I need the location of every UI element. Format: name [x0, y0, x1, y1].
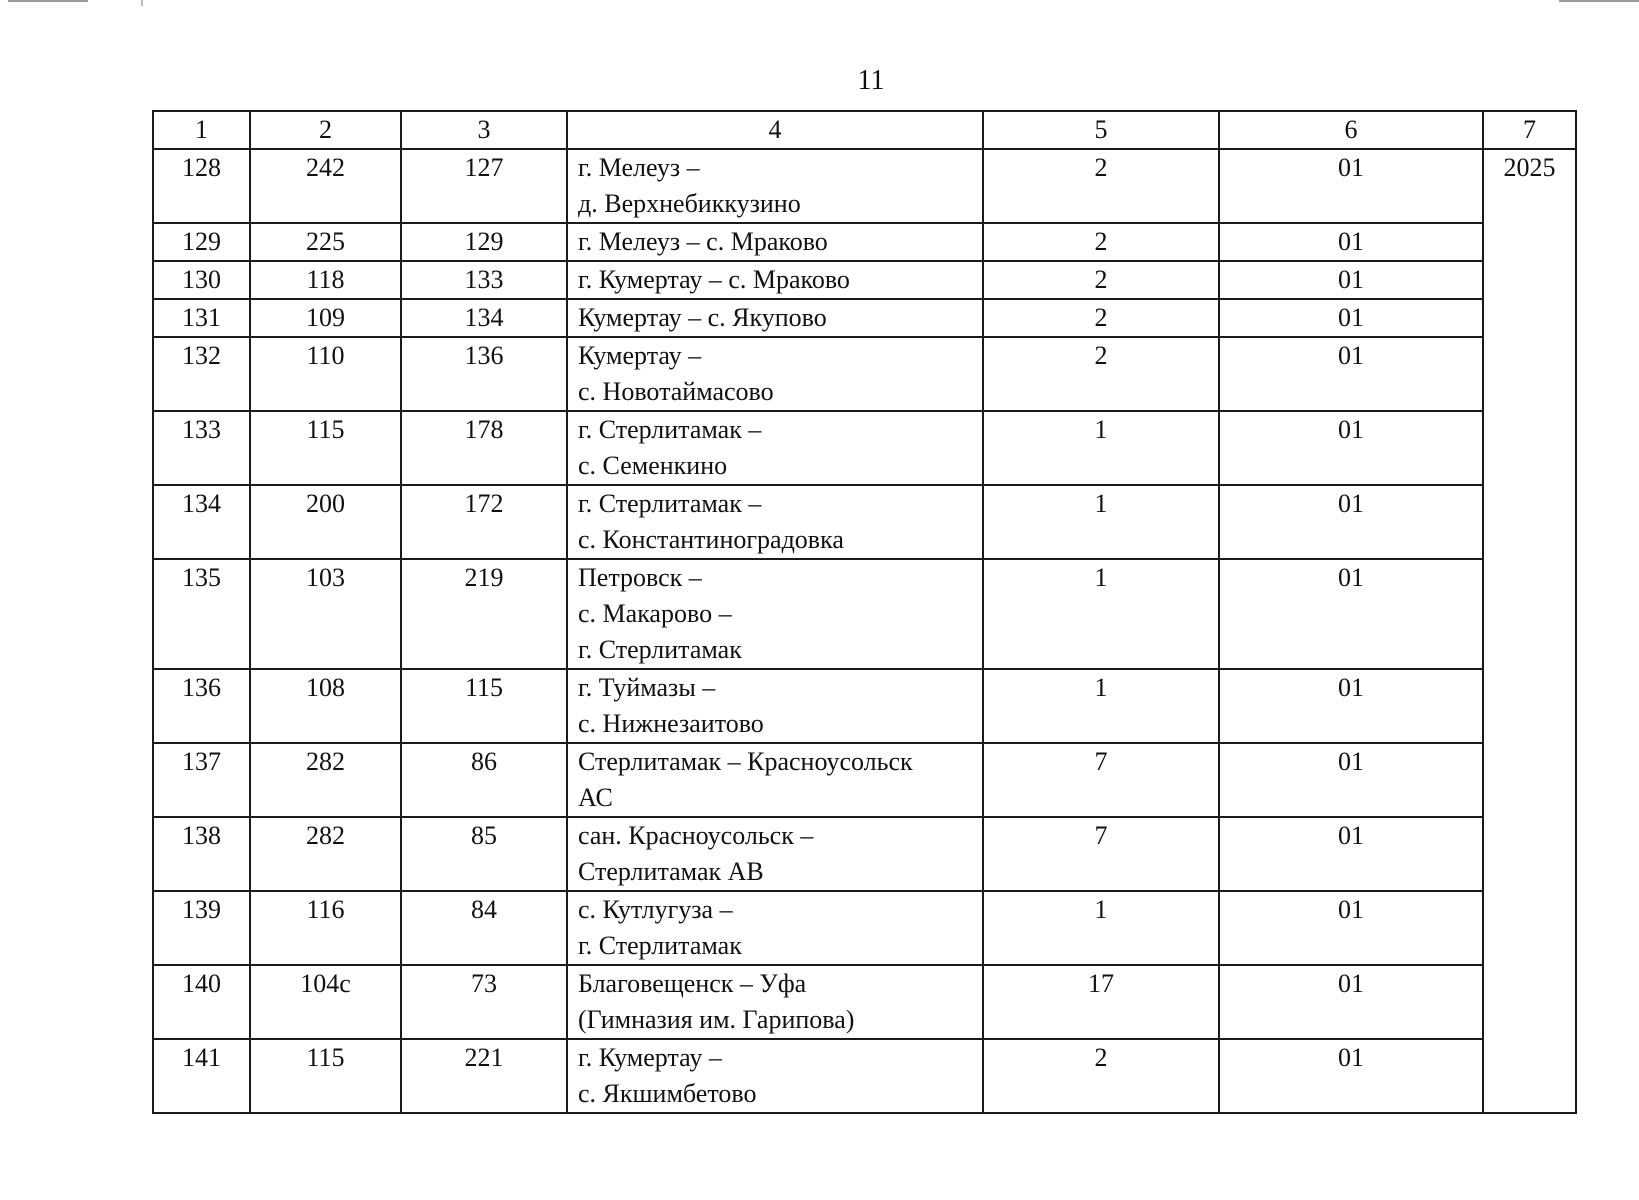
header-col-2: 2: [250, 111, 401, 149]
header-col-6: 6: [1219, 111, 1483, 149]
cell-route: [567, 1039, 983, 1113]
route-line: Кумертау –: [578, 341, 702, 370]
cell-col-5: 2: [983, 223, 1219, 261]
scan-mark-left: [8, 0, 88, 2]
cell-row-number: 140: [153, 965, 250, 1039]
cell-col-3: 178: [401, 411, 567, 485]
cell-col-3: 221: [401, 1039, 567, 1113]
cell-route: [567, 559, 983, 669]
cell-col-3: 73: [401, 965, 567, 1039]
cell-route: [567, 223, 983, 261]
cell-col-2: 115: [250, 1039, 401, 1113]
cell-col-2: 200: [250, 485, 401, 559]
routes-table: [152, 110, 1577, 1114]
route-line: Стерлитамак АВ: [578, 857, 764, 886]
table-row: [153, 965, 1576, 1039]
cell-route: [567, 149, 983, 223]
cell-row-number: 138: [153, 817, 250, 891]
route-line: Петровск –: [578, 563, 702, 592]
cell-col-6: 01: [1219, 411, 1483, 485]
cell-col-5: 17: [983, 965, 1219, 1039]
cell-col-3: 86: [401, 743, 567, 817]
cell-row-number: 132: [153, 337, 250, 411]
cell-row-number: 141: [153, 1039, 250, 1113]
route-line: с. Якшимбетово: [578, 1079, 757, 1108]
header-col-4: 4: [567, 111, 983, 149]
cell-year: 2025: [1483, 149, 1576, 1113]
cell-col-3: 129: [401, 223, 567, 261]
cell-col-2: 282: [250, 817, 401, 891]
table-row: [153, 149, 1576, 223]
cell-row-number: 131: [153, 299, 250, 337]
cell-col-6: 01: [1219, 1039, 1483, 1113]
cell-route: [567, 411, 983, 485]
cell-row-number: 130: [153, 261, 250, 299]
table-row: [153, 559, 1576, 669]
route-line: с. Кутлугуза –: [578, 895, 733, 924]
table-row: [153, 261, 1576, 299]
table-row: [153, 891, 1576, 965]
cell-col-2: 115: [250, 411, 401, 485]
route-line: г. Туймазы –: [578, 673, 716, 702]
cell-col-5: 2: [983, 299, 1219, 337]
table-row: [153, 743, 1576, 817]
page-number: 11: [857, 65, 885, 96]
route-line: Кумертау – с. Якупово: [578, 303, 827, 332]
cell-col-2: 225: [250, 223, 401, 261]
table-row: [153, 411, 1576, 485]
route-line: д. Верхнебиккузино: [578, 189, 801, 218]
route-line: г. Мелеуз – с. Мраково: [578, 227, 828, 256]
cell-col-6: 01: [1219, 743, 1483, 817]
cell-col-5: 2: [983, 337, 1219, 411]
cell-col-3: 219: [401, 559, 567, 669]
route-line: сан. Красноусольск –: [578, 821, 814, 850]
cell-row-number: 134: [153, 485, 250, 559]
cell-col-2: 110: [250, 337, 401, 411]
scan-mark-tick: [141, 0, 143, 6]
route-line: г. Стерлитамак –: [578, 489, 762, 518]
cell-col-6: 01: [1219, 965, 1483, 1039]
cell-row-number: 135: [153, 559, 250, 669]
cell-route: [567, 337, 983, 411]
cell-col-3: 172: [401, 485, 567, 559]
route-line: с. Нижнезаитово: [578, 709, 764, 738]
cell-route: [567, 299, 983, 337]
table-row: [153, 223, 1576, 261]
cell-route: [567, 261, 983, 299]
cell-row-number: 137: [153, 743, 250, 817]
route-line: с. Семенкино: [578, 451, 728, 480]
cell-col-3: 136: [401, 337, 567, 411]
cell-col-2: 118: [250, 261, 401, 299]
route-line: с. Константиноградовка: [578, 525, 844, 554]
cell-col-6: 01: [1219, 817, 1483, 891]
route-line: (Гимназия им. Гарипова): [578, 1005, 855, 1034]
cell-col-5: 2: [983, 1039, 1219, 1113]
cell-route: [567, 485, 983, 559]
scan-mark-right: [1559, 0, 1639, 2]
cell-col-2: 242: [250, 149, 401, 223]
cell-col-6: 01: [1219, 149, 1483, 223]
cell-col-6: 01: [1219, 261, 1483, 299]
cell-col-2: 104с: [250, 965, 401, 1039]
cell-col-5: 1: [983, 891, 1219, 965]
cell-route: [567, 743, 983, 817]
route-line: г. Стерлитамак –: [578, 415, 762, 444]
cell-col-5: 1: [983, 669, 1219, 743]
cell-col-2: 109: [250, 299, 401, 337]
cell-row-number: 136: [153, 669, 250, 743]
cell-col-6: 01: [1219, 223, 1483, 261]
table-body: [153, 149, 1576, 1113]
route-line: с. Новотаймасово: [578, 377, 774, 406]
route-line: г. Мелеуз –: [578, 153, 700, 182]
cell-col-3: 84: [401, 891, 567, 965]
cell-col-5: 1: [983, 559, 1219, 669]
header-col-3: 3: [401, 111, 567, 149]
cell-col-5: 2: [983, 149, 1219, 223]
cell-col-2: 103: [250, 559, 401, 669]
cell-col-6: 01: [1219, 559, 1483, 669]
table-row: [153, 299, 1576, 337]
table-row: [153, 337, 1576, 411]
cell-col-5: 1: [983, 411, 1219, 485]
cell-row-number: 133: [153, 411, 250, 485]
cell-col-2: 282: [250, 743, 401, 817]
table-row: [153, 1039, 1576, 1113]
route-line: Стерлитамак – Красноусольск: [578, 747, 913, 776]
cell-route: [567, 965, 983, 1039]
header-col-7: 7: [1483, 111, 1576, 149]
cell-col-6: 01: [1219, 337, 1483, 411]
cell-row-number: 139: [153, 891, 250, 965]
cell-col-2: 108: [250, 669, 401, 743]
cell-route: [567, 669, 983, 743]
table-row: [153, 485, 1576, 559]
table-row: [153, 669, 1576, 743]
header-col-5: 5: [983, 111, 1219, 149]
cell-col-3: 133: [401, 261, 567, 299]
route-line: АС: [578, 783, 613, 812]
cell-col-6: 01: [1219, 891, 1483, 965]
cell-col-3: 134: [401, 299, 567, 337]
cell-row-number: 128: [153, 149, 250, 223]
cell-col-5: 1: [983, 485, 1219, 559]
cell-col-2: 116: [250, 891, 401, 965]
route-line: г. Стерлитамак: [578, 931, 742, 960]
cell-col-3: 127: [401, 149, 567, 223]
cell-row-number: 129: [153, 223, 250, 261]
cell-col-3: 85: [401, 817, 567, 891]
cell-route: [567, 891, 983, 965]
cell-col-6: 01: [1219, 485, 1483, 559]
cell-col-5: 2: [983, 261, 1219, 299]
route-line: г. Стерлитамак: [578, 635, 742, 664]
route-line: Благовещенск – Уфа: [578, 969, 807, 998]
cell-col-5: 7: [983, 743, 1219, 817]
cell-col-3: 115: [401, 669, 567, 743]
route-line: с. Макарово –: [578, 599, 732, 628]
route-line: г. Кумертау –: [578, 1043, 722, 1072]
header-col-1: 1: [153, 111, 250, 149]
cell-col-6: 01: [1219, 669, 1483, 743]
cell-col-5: 7: [983, 817, 1219, 891]
route-line: г. Кумертау – с. Мраково: [578, 265, 850, 294]
cell-route: [567, 817, 983, 891]
table-row: [153, 817, 1576, 891]
table-header: [153, 111, 1576, 149]
header-row: [153, 111, 1576, 149]
cell-col-6: 01: [1219, 299, 1483, 337]
